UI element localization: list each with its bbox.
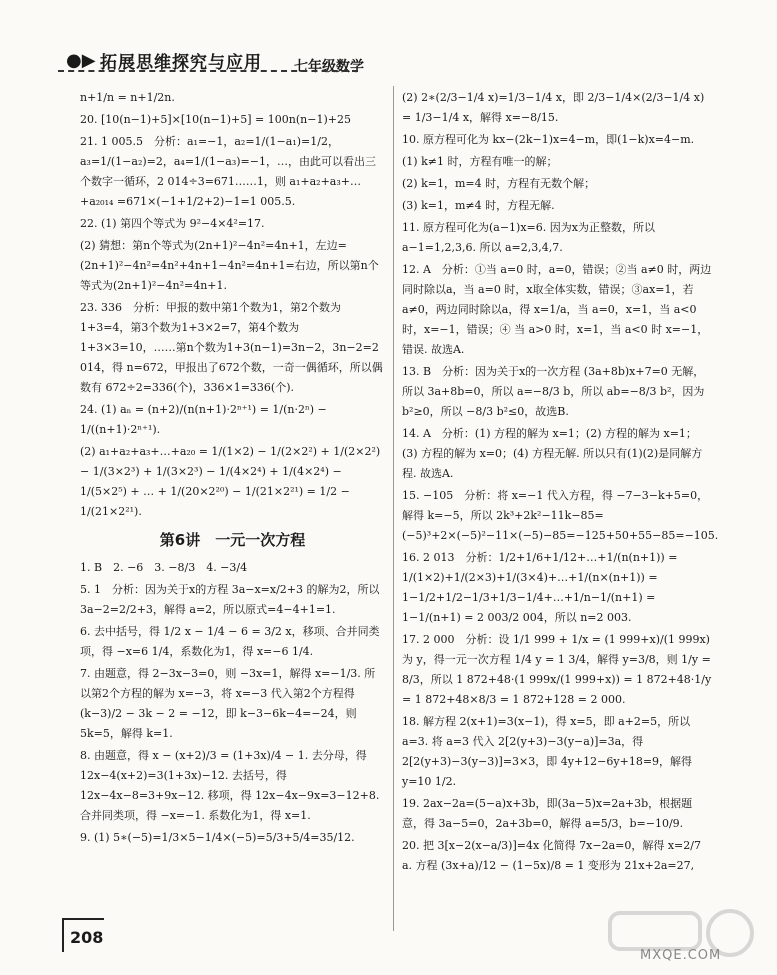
answer-item: 24. (1) aₙ = (n+2)/(n(n+1)·2ⁿ⁺¹) = 1/(n·2ⁿ) − 1/((n+1)·2ⁿ⁺¹).	[80, 403, 331, 436]
answer-item: 15. −105 分析：将 x=−1 代入方程，得 −7−3−k+5=0，解得 k=−5，所以 2k³+2k²−11k−85=(−5)³+2×(−5)²−11×(−5)−85=−125+50+55−85=−105.	[402, 489, 719, 542]
answer-item: (2) 猜想：第n个等式为(2n+1)²−4n²=4n+1，左边=(2n+1)²−4n²=4n²+4n+1−4n²=4n+1=右边，所以第n个等式为(2n+1)²−4n²=4n+1.	[80, 239, 379, 292]
answer-item: 22. (1) 第四个等式为 9²−4×4²=17.	[80, 217, 265, 230]
answer-item: n+1/n = n+1/2n.	[80, 91, 175, 104]
answer-item: 16. 2 013 分析：1/2+1/6+1/12+…+1/(n(n+1)) = 1/(1×2)+1/(2×3)+1/(3×4)+…+1/(n×(n+1)) = 1−1/2+1/2−1/3+1/3−1/4+…+1/n−1/(n+1) = 1−1/(n+1) = 2 003/2 004，所以 n=2 003.	[402, 551, 681, 624]
watermark-url: MXQE.COM	[640, 948, 722, 963]
answer-item: (2) a₁+a₂+a₃+…+a₂₀ = 1/(1×2) − 1/(2×2²) + 1/(2×2²) − 1/(3×2³) + 1/(3×2³) − 1/(4×2⁴) + 1/(4×2⁴) − 1/(5×2⁵) + … + 1/(20×2²⁰) − 1/(21×2²¹) = 1/2 − 1/(21×2²¹).	[80, 445, 384, 518]
answer-item: 7. 由题意，得 2−3x−3=0，则 −3x=1，解得 x=−1/3. 所以第2个方程的解为 x=−3，将 x=−3 代入第2个方程得 (k−3)/2 − 3k − 2 = −12，即 k−3−6k−4=−24，则 5k=5，解得 k=1.	[80, 667, 376, 740]
answer-item: 1. B 2. −6 3. −8/3 4. −3/4	[80, 561, 248, 574]
grade-label: 七年级数学	[294, 59, 364, 75]
page-header	[58, 44, 378, 78]
header-divider	[58, 70, 358, 72]
section-title: 第6讲 一元一次方程	[159, 531, 306, 549]
answer-item: 21. 1 005.5 分析：a₁=−1，a₂=1/(1−a₁)=1/2，a₃=1/(1−a₂)=2，a₄=1/(1−a₃)=−1，…，由此可以看出三个数字一循环，2 014÷3=671……1，则 a₁+a₂+a₃+…+a₂₀₁₄ =671×(−1+1/2+2)−1=1 005.5.	[80, 135, 376, 208]
answer-item: (2) 2∗(2/3−1/4 x)=1/3−1/4 x，即 2/3−1/4×(2/3−1/4 x) = 1/3−1/4 x，解得 x=−8/15.	[402, 91, 708, 124]
book-title: 拓展思维探究与应用	[100, 53, 262, 73]
answer-item: (3) k=1，m≠4 时，方程无解.	[402, 199, 555, 212]
answer-item: 20. 把 3[x−2(x−a/3)]=4x 化简得 7x−2a=0，解得 x=2/7 a. 方程 (3x+a)/12 − (1−5x)/8 = 1 变形为 21x+2a=27,	[402, 839, 705, 872]
left-column	[80, 88, 385, 850]
column-divider	[393, 86, 394, 931]
arrow-icon: ●▶	[66, 50, 96, 71]
answer-item: 18. 解方程 2(x+1)=3(x−1)，得 x=5，即 a+2=5，所以 a=3. 将 a=3 代入 2[2(y+3)−3(y−a)]=3a，得 2[2(y+3)−3(y−3)]=3×3，即 4y+12−6y+18=9，解得 y=10 1/2.	[402, 715, 696, 788]
answer-item: (1) k≠1 时，方程有唯一的解；	[402, 155, 558, 168]
answer-item: 5. 1 分析：因为关于x的方程 3a−x=x/2+3 的解为2，所以 3a−2=2/2+3，解得 a=2，所以原式=4−4+1=1.	[80, 583, 384, 616]
page-number: 208	[70, 928, 104, 947]
answer-item: 20. [10(n−1)+5]×[10(n−1)+5] = 100n(n−1)+25	[80, 113, 351, 126]
answer-item: 11. 原方程可化为(a−1)x=6. 因为x为正整数，所以 a−1=1,2,3,6. 所以 a=2,3,4,7.	[402, 221, 659, 254]
right-column	[402, 88, 719, 878]
answer-item: 6. 去中括号，得 1/2 x − 1/4 − 6 = 3/2 x，移项、合并同类项，得 −x=6 1/4，系数化为1，得 x=−6 1/4.	[80, 625, 380, 658]
answer-item: (2) k=1，m=4 时，方程有无数个解；	[402, 177, 596, 190]
answer-item: 8. 由题意，得 x − (x+2)/3 = (1+3x)/4 − 1. 去分母，得 12x−4(x+2)=3(1+3x)−12. 去括号，得 12x−4x−8=3+9x−12. 移项，得 12x−4x−9x=3−12+8. 合并同类项，得 −x=−1. 系数化为1，得 x=1.	[80, 749, 383, 822]
answer-item: 17. 2 000 分析：设 1/1 999 + 1/x = (1 999+x)/(1 999x) 为 y，得一元一次方程 1/4 y = 1 3/4，解得 y=3/8，则 1/y = 8/3，所以 1 872+48·(1 999x/(1 999+x)) = 1 872+48·1/y = 1 872+48×8/3 = 1 872+128 = 2 000.	[402, 633, 715, 706]
answer-item: 23. 336 分析：甲报的数中第1个数为1，第2个数为1+3=4，第3个数为1+3×2=7，第4个数为1+3×3=10，……第n个数为1+3(n−1)=3n−2，3n−2=2 014，得 n=672，甲报出了672个数，一奇一偶循环，所以偶数有 672÷2=336(个)，336×1=336(个).	[80, 301, 383, 394]
answer-item: 10. 原方程可化为 kx−(2k−1)x=4−m，即(1−k)x=4−m.	[402, 133, 695, 146]
answer-item: 13. B 分析：因为关于x的一次方程 (3a+8b)x+7=0 无解，所以 3a+8b=0，所以 a=−8/3 b，所以 ab=−8/3 b²，因为 b²≥0，所以 −8/3 b²≤0，故选B.	[402, 365, 708, 418]
answer-item: 19. 2ax−2a=(5−a)x+3b，即(3a−5)x=2a+3b，根据题意，得 3a−5=0，2a+3b=0，解得 a=5/3，b=−10/9.	[402, 797, 693, 830]
answer-item: 12. A 分析：①当 a=0 时，a=0，错误；②当 a≠0 时，两边同时除以a，当 a=0 时，x取全体实数，错误；③ax=1，若 a≠0，两边同时除以a，得 x=1/a，当 a=0，x=1，当 a<0 时，x=−1，错误；④ 当 a>0 时，x=1，当 a<0 时 x=−1，错误. 故选A.	[402, 263, 712, 356]
answer-item: 14. A 分析：(1) 方程的解为 x=1；(2) 方程的解为 x=1；(3) 方程的解为 x=0；(4) 方程无解. 所以只有(1)(2)是同解方程. 故选A.	[402, 427, 703, 480]
answer-item: 9. (1) 5∗(−5)=1/3×5−1/4×(−5)=5/3+5/4=35/12.	[80, 831, 355, 844]
